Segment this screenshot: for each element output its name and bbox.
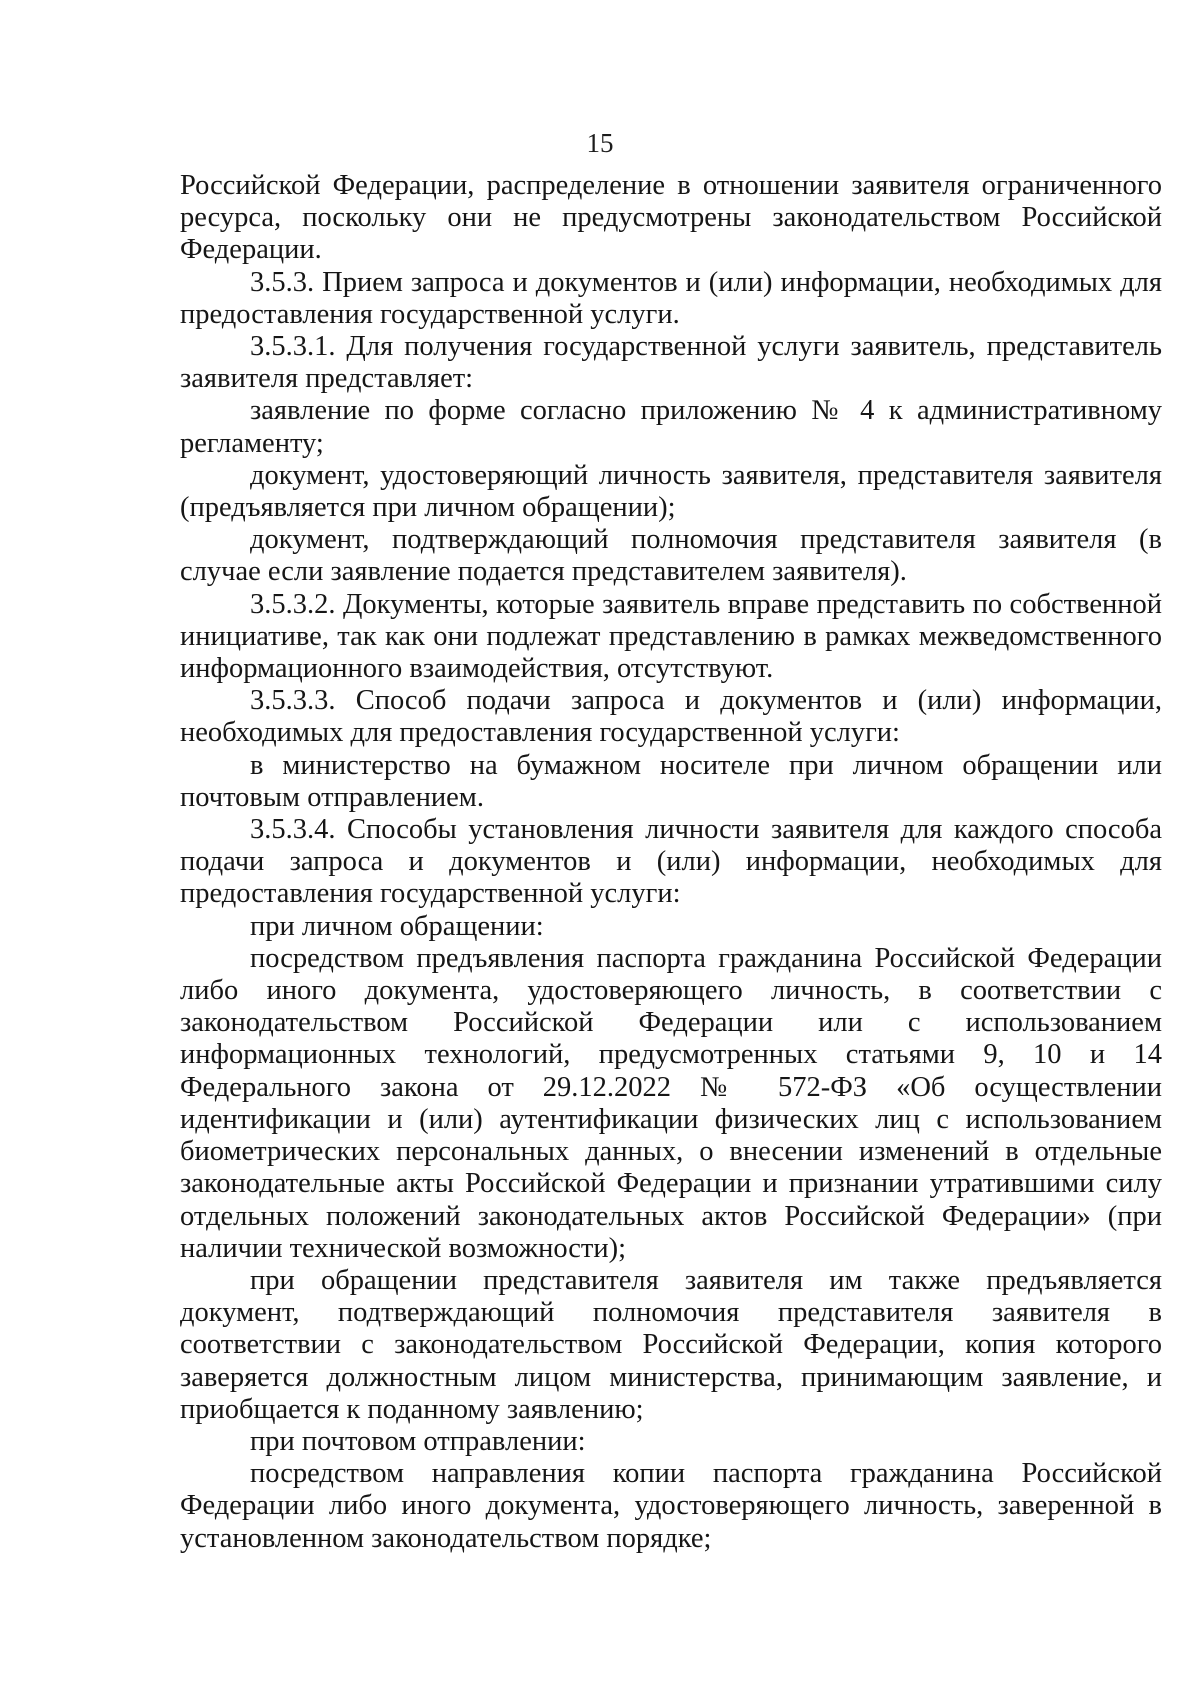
paragraph: при личном обращении: [250, 910, 544, 942]
paragraph: документ, удостоверяющий личность заявителя, представителя заявителя (предъявляется при личном обращении); [180, 459, 1162, 524]
paragraph: Российской Федерации, распределение в отношении заявителя ограниченного ресурса, поскольку они не предусмотрены законодательством Российской Федерации. [180, 170, 1162, 266]
paragraph: в министерство на бумажном носителе при личном обращении или почтовым отправлением. [180, 749, 1162, 813]
paragraph: посредством предъявления паспорта гражданина Российской Федерации либо иного документа, удостоверяющего личность, в соответствии с законодательством Российской Федерации или с использованием информационных технологий, предусмотренных статьями 9, 10 и 14 Федерального закона от 29.12.2022 № 572-ФЗ «Об осуществлении идентификации и (или) аутентификации физических лиц с использованием биометрических персональных данных, о внесении изменений в отдельные законодательные акты Российской Федерации и признании утратившими силу отдельных положений законодательных актов Российской Федерации» (при наличии технической возможности); [180, 942, 1162, 1264]
paragraph: заявление по форме согласно приложению № 4 к административному регламенту; [180, 395, 1162, 459]
paragraph: 3.5.3. Прием запроса и документов и (или) информации, необходимых для предоставления государственной услуги. [180, 266, 1162, 330]
paragraph: при обращении представителя заявителя им также предъявляется документ, подтверждающий полномочия представителя заявителя в соответствии с законодательством Российской Федерации, копия которого заверяется должностным лицом министерства, принимающим заявление, и приобщается к поданному заявлению; [180, 1264, 1162, 1425]
document-body [180, 170, 1162, 1555]
page-number: 15 [586, 128, 614, 158]
paragraph: 3.5.3.1. Для получения государственной услуги заявитель, представитель заявителя представляет: [180, 331, 1162, 395]
paragraph: 3.5.3.4. Способы установления личности заявителя для каждого способа подачи запроса и документов и (или) информации, необходимых для предоставления государственной услуги: [180, 814, 1162, 910]
paragraph: посредством направления копии паспорта гражданина Российской Федерации либо иного документа, удостоверяющего личность, заверенной в установленном законодательством порядке; [180, 1458, 1162, 1554]
paragraph: 3.5.3.2. Документы, которые заявитель вправе представить по собственной инициативе, так как они подлежат представлению в рамках межведомственного информационного взаимодействия, отсутствуют. [180, 588, 1162, 685]
paragraph: документ, подтверждающий полномочия представителя заявителя (в случае если заявление подается представителем заявителя). [180, 524, 1162, 588]
paragraph: при почтовом отправлении: [250, 1425, 586, 1457]
paragraph: 3.5.3.3. Способ подачи запроса и документов и (или) информации, необходимых для предоставления государственной услуги: [180, 685, 1162, 749]
